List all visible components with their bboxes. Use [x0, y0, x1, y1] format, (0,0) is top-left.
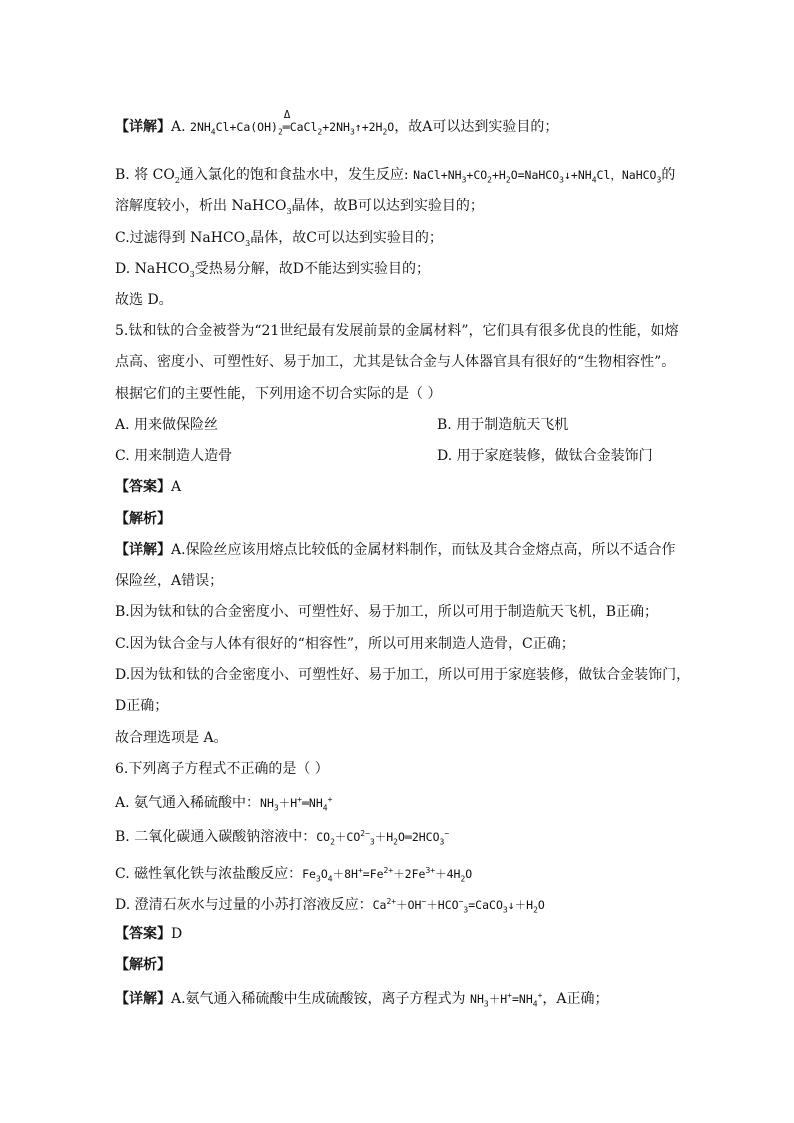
detail-line-b-cont: 溶解度较小，析出 NaHCO$_3$晶体，故B可以达到实验目的； [115, 198, 484, 216]
q6-detail-line-1: 【详解】A.氨气通入稀硫酸中生成硫酸铵，离子方程式为 $NH_3+H^+=NH_4^+$，A正确； [115, 990, 609, 1009]
q6-option-b: B. 二氧化碳通入碳酸钠溶液中：$CO_2+CO^{2-}_3+H_2O═2HCO_3^-$ [115, 828, 450, 847]
q5-detail-line-6: D正确； [115, 698, 169, 714]
q5-detail-line-4: C.因为钛合金与人体有很好的“相容性”，所以可用来制造人造骨，C正确； [115, 636, 575, 652]
detail-line-c: C.过滤得到 NaHCO$_3$晶体，故C可以达到实验目的； [115, 230, 443, 248]
q6-analysis-label: 【解析】 [115, 957, 171, 973]
q5-option-a: A. 用来做保险丝 [115, 417, 219, 433]
detail-line-a [115, 108, 685, 141]
q5-options-row-1 [115, 416, 685, 434]
chemical-equation: $2NH_4Cl+Ca(OH)_2$ Δ $═CaCl_2+2NH_3↑+2H_2O$ [190, 108, 395, 137]
q6-option-c: C. 磁性氧化铁与浓盐酸反应：$Fe_3O_4+8H^+=Fe^{2+}+2Fe^{3+}+4H_2O$ [115, 865, 473, 884]
option-letter: A. [171, 119, 191, 135]
q5-detail-line-2: 保险丝，A错误； [115, 573, 224, 589]
q6-option-d: D. 澄清石灰水与过量的小苏打溶液反应：$Ca^{2+}+OH^-+HCO^-_3=CaCO_3↓+H_2O$ [115, 896, 545, 915]
chemical-equation: $NaCl+NH_3+CO_2+H_2O=NaHCO_3↓+NH_4Cl$，NaHCO$_3$ [413, 168, 662, 185]
q5-options-row-2 [115, 447, 685, 465]
q5-option-d: D. 用于家庭装修，做钛合金装饰门 [437, 448, 653, 464]
detail-conclusion: ，故A可以达到实验目的； [394, 119, 559, 135]
q6-stem: 6.下列离子方程式不正确的是（ ） [115, 761, 329, 777]
q5-stem-line-1: 5.钛和钛的合金被誉为“21世纪最有发展前景的金属材料”，它们具有很多优良的性能，如熔 [115, 323, 679, 339]
detail-label: 【详解】 [115, 119, 171, 135]
ionic-equation: $NH_3+H^+=NH_4^+$ [470, 991, 543, 1009]
ionic-equation: $NH_3+H^+═NH_4^+$ [260, 795, 333, 813]
q5-detail-line-1: 【详解】A.保险丝应该用熔点比较低的金属材料制作，而钛及其合金熔点高，所以不适合作 [115, 542, 676, 558]
q5-stem-line-2: 点高、密度小、可塑性好、易于加工，尤其是钛合金与人体器官具有很好的“生物相容性”。 [115, 354, 676, 370]
q5-option-b: B. 用于制造航天飞机 [437, 417, 569, 433]
q6-option-a: A. 氨气通入稀硫酸中：$NH_3+H^+═NH_4^+$ [115, 794, 333, 813]
ionic-equation: $CO_2+CO^{2-}_3+H_2O═2HCO_3^-$ [316, 829, 450, 847]
q5-option-c: C. 用来制造人造骨 [115, 448, 233, 464]
final-choice: 故选 D。 [115, 292, 173, 308]
q5-answer: 【答案】A [115, 479, 182, 495]
q5-detail-line-3: B.因为钛和钛的合金密度小、可塑性好、易于加工，所以可用于制造航天飞机，B正确； [115, 604, 659, 620]
q6-answer: 【答案】D [115, 926, 183, 942]
q5-conclusion: 故合理选项是 A。 [115, 730, 228, 746]
q5-detail-line-5: D.因为钛和钛的合金密度小、可塑性好、易于加工，所以可用于家庭装修，做钛合金装饰门， [115, 667, 691, 683]
ionic-equation: $Fe_3O_4+8H^+=Fe^{2+}+2Fe^{3+}+4H_2O$ [302, 866, 473, 884]
q5-analysis-label: 【解析】 [115, 511, 171, 527]
ionic-equation: $Ca^{2+}+OH^-+HCO^-_3=CaCO_3↓+H_2O$ [372, 897, 545, 915]
q5-stem-line-3: 根据它们的主要性能，下列用途不切合实际的是（ ） [115, 386, 442, 402]
detail-line-d: D. NaHCO$_3$受热易分解，故D不能达到实验目的； [115, 261, 430, 279]
detail-line-b: B. 将 $CO_2$通入氯化的饱和食盐水中，发生反应: $NaCl+NH_3+CO_2+H_2O=NaHCO_3↓+NH_4Cl$，NaHCO$_3$的 [115, 167, 676, 185]
heat-condition-symbol: Δ ═ [282, 108, 291, 134]
